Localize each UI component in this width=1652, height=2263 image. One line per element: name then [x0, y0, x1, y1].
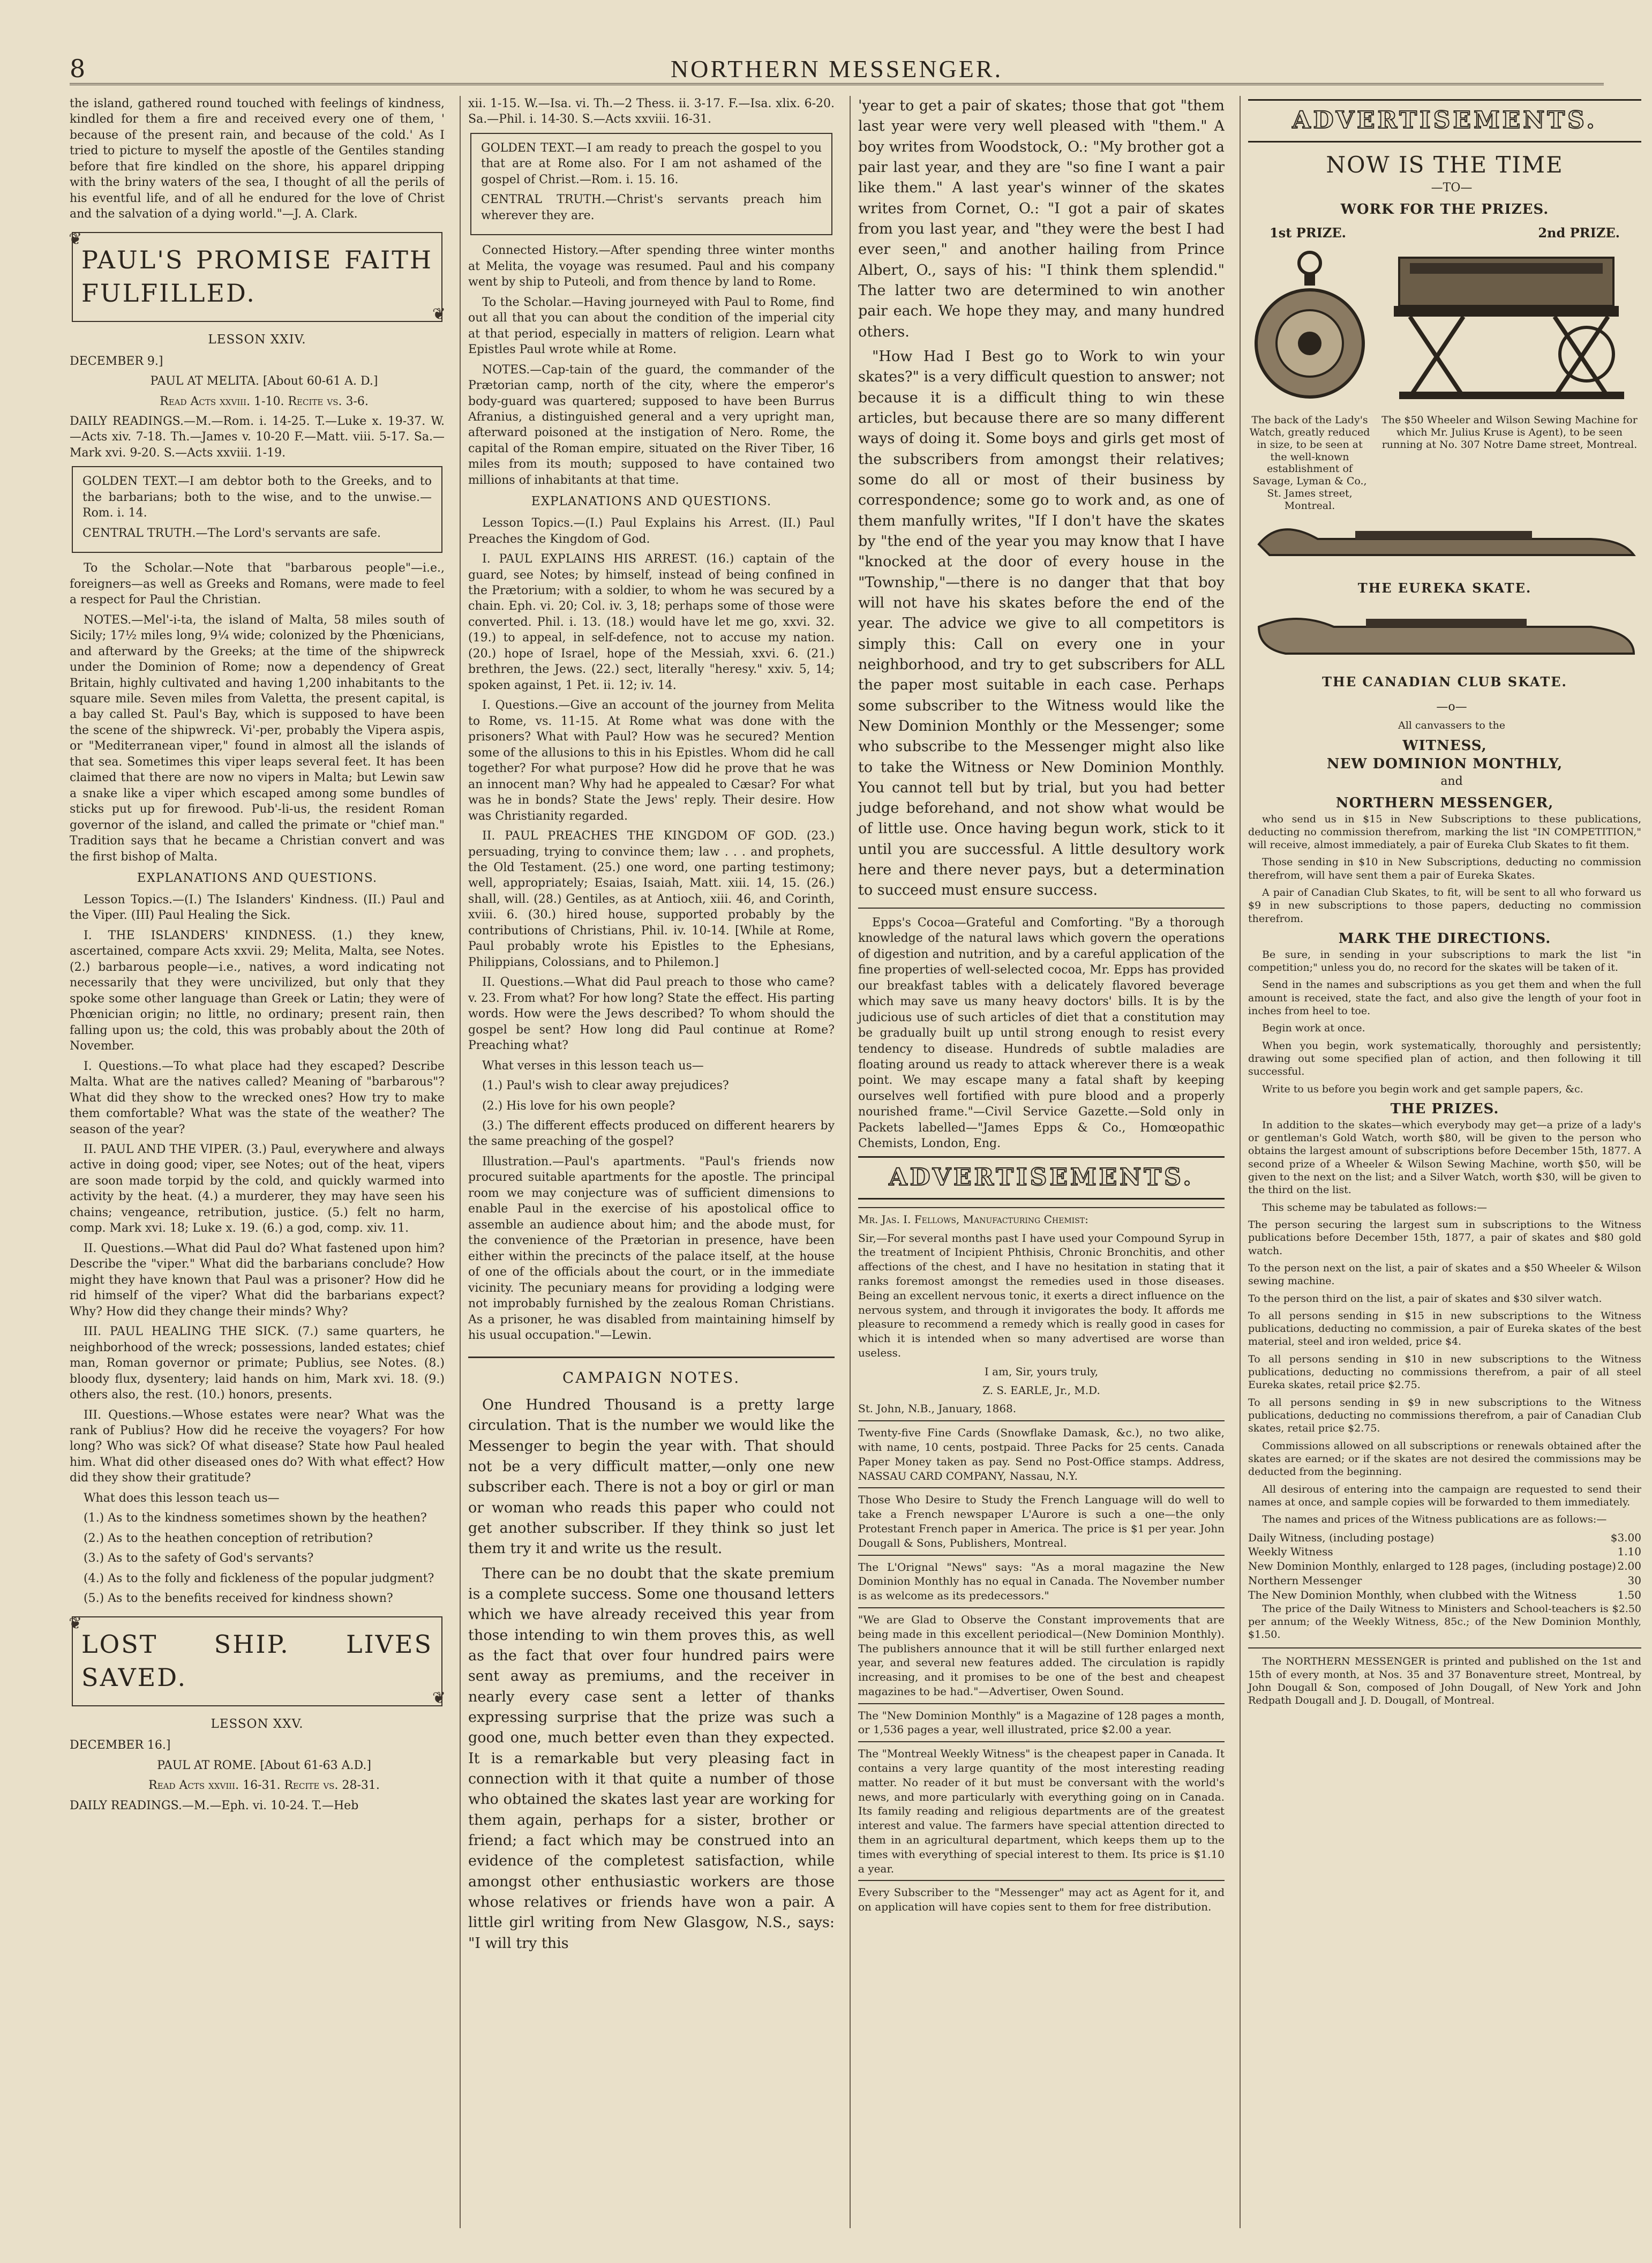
lesson-number: LESSON XXV.	[211, 1717, 304, 1731]
advertisements-banner: ADVERTISEMENTS.	[858, 1156, 1225, 1200]
and-line: and	[1440, 775, 1463, 789]
price-name: New Dominion Monthly, enlarged to 128 pages, (including postage)	[1248, 1560, 1616, 1573]
epps-cocoa-ad: Epps's Cocoa—Grateful and Comforting. "By a thorough knowledge of the natural laws which govern the operations of digestion and nutrition, and by a careful application of the fine properties of well-selected cocoa, Mr. Epps has provided our breakfast tables with a delicately flavored beverage which may save us many heavy doctors' bills. It is by the judicious use of such articles of diet that a constitution may be gradually built up until strong enough to resist every tendency to disease. Hundreds of subtle maladies are floating around us ready to attack wherever there is a weak point. We may escape many a fatal shaft by keeping ourselves well fortified with pure blood and a properly nourished frame."—Civil Service Gazette.—Sold only in Packets labelled—"James Epps & Co., Homœopathic Chemists, London, Eng.	[858, 916, 1225, 1151]
competition-1: who send us in $15 in New Subscriptions to these publications, deducting no commission therefrom, marking the list "IN COMPETITION," will receive, almost immediately, a pair of Eureka Club Skates to fit them.	[1248, 813, 1641, 851]
agent-ad	[858, 1880, 1225, 1914]
scheme-item: The names and prices of the Witness publications are as follows:—	[1262, 1513, 1607, 1526]
canadian-club-skate-label: THE CANADIAN CLUB SKATE.	[1322, 673, 1567, 690]
direction: Begin work at once.	[1262, 1022, 1365, 1035]
connected-history: Connected History.—After spending three winter months at Melita, the voyage was resumed. Paul and his company went by ship to Puteoli, and from thence by land to Rome.	[468, 244, 835, 289]
agent-ad-text: Every Subscriber to the "Messenger" may act as Agent for it, and on application will have copies sent to them for free distribution.	[858, 1886, 1225, 1914]
cards-ad-text: Twenty-five Fine Cards (Snowflake Damask, &c.), no two alike, with name, 10 cents, postpaid. Three Packs for 25 cents. Canada Paper Money taken as pay. Send no Post-Office stamps. Address, NASSAU CARD COMPANY, Nassau, N.Y.	[858, 1426, 1225, 1482]
watch-caption: The back of the Lady's Watch, greatly reduced in size, to be seen at the well-known establishment of Savage, Lyman & Co., St. James street, Montreal.	[1249, 414, 1370, 512]
central-truth: CENTRAL TRUTH.—Christ's servants preach him wherever they are.	[481, 193, 822, 222]
columns	[70, 96, 1641, 2228]
eureka-skate-icon	[1248, 512, 1641, 571]
section-2: II. PAUL AND THE VIPER. (3.) Paul, everywhere and always active in doing good; viper, see Notes; out of the heat, vipers are soon made torpid by the cold, and quickly warmed into activity by the heat. (4.) a murderer, they may have seen his chains; vengeance, retribution, justice. (5.) felt no harm, comp. Mark xvi. 18; Luke x. 19. (6.) a god, comp. xiv. 11.	[70, 1143, 445, 1235]
ndm-ad	[858, 1703, 1225, 1737]
campaign-para-2: There can be no doubt that the skate premium is a complete success. Some one thousand letters which we have already received this year from those intending to win them proves this, as well as the fact that over four hundred pairs were sent away as premiums, and the receiver in nearly every case sent a letter of thanks expressing surprise that the prize was such a good one, much better even than they expected. It is a remarkable but very pleasing fact in connection with it that quite a number of those who obtained the skates last year are working for them again, perhaps for a sister, brother or friend; a fact which may be construed into an evidence of the completest satisfaction, while amongst other enthusiastic workers are those whose relatives or friends have won a pair. A little girl writing from New Glasgow, N.S., says: "I will try this	[468, 1565, 835, 1952]
notes: NOTES.—Mel'-i-ta, the island of Malta, 58 miles south of Sicily; 17½ miles long, 9¼ wide; colonized by the Phœnicians, and afterward by the Greeks; at the time of the shipwreck under the Dominion of Rome; now a dependency of Great Britain, highly cultivated and having 1,200 inhabitants to the square mile. Seven miles from Valetta, the present capital, is a bay called St. Paul's Bay, which is supposed to have been the scene of the shipwreck. Vi'-per, probably the Vipera aspis, or "Mediterranean viper," found in almost all the islands of that sea. Sometimes this viper leaps several feet. It has been claimed that there are now no vipers in Malta; but Lewin saw a snake like a viper which escaped among some bundles of sticks put up for firewood. Pub'-li-us, the resident Roman governor of the island, and called the primate or "chief man." Tradition says that he became a Christian convert and was the first bishop of Malta.	[70, 613, 445, 864]
fellows-letter: Sir,—For several months past I have used your Compound Syrup in the treatment of Incipient Phthisis, Chronic Bronchitis, and other affections of the chest, and I have no hesitation in stating that it ranks foremost amongst the remedies used in those diseases. Being an excellent nervous tonic, it exerts a direct influence on the nervous system, and through it invigorates the body. It affords me pleasure to recommend a remedy which is really good in cases for which it is intended when so many advertised are worse than useless.	[858, 1231, 1225, 1359]
price-row	[1248, 1559, 1641, 1573]
orignal-ad	[858, 1555, 1225, 1603]
divider-o: —o—	[1436, 700, 1467, 714]
campaign-heading: CAMPAIGN NOTES.	[468, 1357, 835, 1388]
price-value: $3.00	[1610, 1531, 1641, 1544]
orignal-ad-text: The L'Orignal "News" says: "As a moral magazine the New Dominion Monthly has no equal in Canada. The November number is as welcome as its predecessors."	[858, 1560, 1225, 1602]
questions-3: III. Questions.—Whose estates were near? What was the rank of Publius? How did he receive the voyagers? For how long? Who was sick? Of what disease? State how Paul healed him. What did other diseased ones do? With what effect? How did they show their gratitude?	[70, 1408, 445, 1485]
fellows-sign: I am, Sir, yours truly,	[984, 1365, 1099, 1378]
daily-readings-cont: xii. 1-15. W.—Isa. vi. Th.—2 Thess. ii. 3-17. F.—Isa. xlix. 6-20. Sa.—Phil. i. 14-30. S.—Acts xxviii. 16-31.	[468, 97, 835, 126]
questions-1: I. Questions.—To what place had they escaped? Describe Malta. What are the natives called? Meaning of "barbarous"? What did they show to the wrecked ones? How try to make them comfortable? What was the state of the weather? The season of the year?	[70, 1059, 445, 1136]
column-2	[460, 96, 835, 2228]
first-prize-label: 1st PRIZE.	[1270, 224, 1347, 241]
section-2: II. PAUL PREACHES THE KINGDOM OF GOD. (23.) persuading, trying to convince them; law . . . and prophets, the Old Testament. (25.) one word, one parting testimony; well, appropriately; Esaias, Isaiah, Matt. xiii. 14, 15. (26.) shall, will. (28.) Gentiles, as at Antioch, xiii. 46, and Corinth, xviii. 6. (30.) hired house, supported probably by the contributions of Christians, Phil. iv. 10-14. [While at Rome, Paul probably wrote his Epistles to the Ephesians, Philippians, Colossians, and to Philemon.]	[468, 829, 835, 969]
price-name: The New Dominion Monthly, when clubbed with the Witness	[1248, 1588, 1577, 1601]
banner-title: ❦ PAUL'S PROMISE FAITH FULFILLED.	[81, 245, 433, 308]
glad-ad-text: "We are Glad to Observe the Constant improvements that are being made in this excellent periodical—(New Dominion Monthly). The publishers announce that it will be still further enlarged next year, and several new features added. The circulation is rapidly increasing, and it promises to be one of the best and cheapest magazines to be had."—Advertiser, Owen Sound.	[858, 1613, 1225, 1698]
teach-item: (2.) His love for his own people?	[482, 1099, 675, 1113]
ministers-price: The price of the Daily Witness to Ministers and School-teachers is $2.50 per annum; of the Weekly Witness, 85c.; of the New Dominion Monthly, $1.50.	[1248, 1602, 1641, 1641]
work-for-prizes: WORK FOR THE PRIZES.	[1340, 201, 1549, 218]
campaign-cont: 'year to get a pair of skates; those that got "them last year were very well pleased with "them." A boy writes from Woodstock, O.: "My brother got a pair last year, and they are "so fine I want a pair like them." A last year's winner of the skates writes from Cornet, O.: "I got a pair of skates from you last year, and "they were the best I had ever seen," and another hailing from Prince Albert, O., says of his: "I think them splendid." The latter two are determined to win another pair each. We hope they may, and many hundred others.	[858, 98, 1225, 340]
competition-2: Those sending in $10 in New Subscriptions, deducting no commission therefrom, will have sent them a pair of Eureka Skates.	[1248, 856, 1641, 881]
lesson-title: PAUL AT ROME. [About 61-63 A.D.]	[157, 1758, 371, 1772]
mark-directions-heading: MARK THE DIRECTIONS.	[1338, 931, 1551, 947]
glad-ad	[858, 1607, 1225, 1699]
scheme-item: To all persons sending in $10 in new subscriptions to the Witness publications, deducting no commissions therefrom, a pair of all steel Eureka skates, retail price $2.75.	[1248, 1353, 1641, 1391]
prize-labels	[1248, 224, 1641, 242]
golden-text: GOLDEN TEXT.—I am ready to preach the gospel to you that are at Rome also. For I am not ashamed of the gospel of Christ.—Rom. i. 15. 16.	[481, 141, 822, 186]
canvassers-line: All canvassers to the	[1398, 720, 1506, 732]
scheme-intro: This scheme may be tabulated as follows:—	[1262, 1201, 1487, 1213]
competition-3: A pair of Canadian Club Skates, to fit, will be sent to all who forward us $9 in new subscriptions to those papers, deducting no commission therefrom.	[1248, 887, 1641, 925]
golden-text-box	[470, 133, 832, 235]
eureka-skate-label: THE EUREKA SKATE.	[1357, 580, 1532, 596]
lesson-read: Read Acts xxviii. 16-31. Recite vs. 28-31.	[148, 1779, 380, 1793]
questions-2: II. Questions.—What did Paul preach to those who came? v. 23. From what? For how long? State the effect. His parting words. How were the Jews described? To whom should the gospel be sent? How long did Paul continue at Rome? Preaching what?	[468, 976, 835, 1053]
french-ad	[858, 1487, 1225, 1550]
price-value: 2.00	[1617, 1560, 1641, 1573]
masthead	[70, 32, 1604, 85]
scheme-item: The person securing the largest sum in subscriptions to the Witness publications before December 15th, 1877, a pair of skates and $80 gold watch.	[1248, 1218, 1641, 1257]
golden-text: GOLDEN TEXT.—I am debtor both to the Greeks, and to the barbarians; both to the wise, and to the unwise.—Rom. i. 14.	[82, 475, 432, 520]
explanations-heading: EXPLANATIONS AND QUESTIONS.	[531, 494, 772, 509]
price-name: Daily Witness, (including postage)	[1248, 1531, 1435, 1544]
divider	[858, 908, 1225, 909]
divider	[1248, 1647, 1641, 1648]
column-4	[1240, 96, 1641, 2228]
scheme-item: All desirous of entering into the campaign are requested to send their names at once, and sample copies will be forwarded to them immediately.	[1248, 1483, 1641, 1508]
teach-item: (5.) As to the benefits received for kindness shown?	[84, 1592, 393, 1606]
section-1: I. THE ISLANDERS' KINDNESS. (1.) they knew, ascertained, compare Acts xxvii. 29; Melita, Malta, see Notes. (2.) barbarous people—i.e., natives, a word indicating not necessarily that they were uncivilized, but only that they spoke some other language than Greek or Latin; they were of Phœnician origin; no little, no ordinary; present rain, then falling upon us; the cold, this was probably about the 20th of November.	[70, 928, 445, 1053]
banner-title: ❦ LOST SHIP. LIVES SAVED.	[81, 1630, 433, 1692]
column-3	[850, 96, 1225, 2228]
price-row	[1248, 1531, 1641, 1545]
scheme-item: To all persons sending in $9 in new subscriptions to the Witness publications, deducting no commissions therefrom, a pair of Canadian Club skates, retail price $2.75.	[1248, 1396, 1641, 1435]
price-list	[1248, 1531, 1641, 1602]
sewing-machine-figure	[1378, 247, 1641, 512]
teach-item: (3.) The different effects produced on different hearers by the same preaching of the gospel?	[468, 1119, 835, 1149]
teach-item: (2.) As to the heathen conception of retribution?	[84, 1531, 373, 1545]
teach-item: (1.) As to the kindness sometimes shown by the heathen?	[84, 1511, 427, 1525]
section-1: I. PAUL EXPLAINS HIS ARREST. (16.) captain of the guard, see Notes; by himself, instead of being confined in the Prætorium; with a soldier, to whom he was secured by a chain. Eph. vi. 20; Col. iv. 3, 18; perhaps some of those were converted. Phil. i. 13. (18.) would have let me go, xxvi. 32. (19.) to appeal, in self-defence, not to accuse my nation. (20.) hope of Israel, hope of the Messiah, xxvi. 6. (21.) brethren, the Jews. (22.) sect, literally "heresy." xxiv. 5, 14; spoken against, 1 Pet. ii. 12; iv. 14.	[468, 552, 835, 692]
now-is-the-time: NOW IS THE TIME	[1326, 151, 1564, 178]
lesson-topics: Lesson Topics.—(I.) Paul Explains his Arrest. (II.) Paul Preaches the Kingdom of God.	[468, 516, 835, 546]
lesson-date: DECEMBER 16.]	[70, 1739, 171, 1752]
teach-heading: What verses in this lesson teach us—	[482, 1059, 704, 1073]
column-1	[70, 96, 445, 2228]
imprint: The NORTHERN MESSENGER is printed and published on the 1st and 15th of every month, at Nos. 35 and 37 Bonaventure street, Montreal, by John Dougall & Son, composed of John Dougall, of New York and John Redpath Dougall and J. D. Dougall, of Montreal.	[1248, 1655, 1641, 1707]
golden-text-box	[72, 466, 442, 553]
lesson-topics: Lesson Topics.—(I.) The Islanders' Kindness. (II.) Paul and the Viper. (III) Paul Healing the Sick.	[70, 893, 445, 923]
section-3: III. PAUL HEALING THE SICK. (7.) same quarters, he neighborhood of the wreck; possessions, landed estates; chief man, Roman governor or primate; Publius, see Notes. (8.) bloody flux, dysentery; laid hands on him, Mark xvi. 18. (9.) others also, the rest. (10.) honors, presents.	[70, 1325, 445, 1402]
campaign-para-1: One Hundred Thousand is a pretty large circulation. That is the number we would like the Messenger to begin the year with. That should not be a very difficult matter,—only one new subscriber each. There is not a boy or girl or man or woman who reads this paper who could not get another subscriber. If they think so just let them try it and write us the result.	[468, 1397, 835, 1557]
prizes-heading: THE PRIZES.	[1390, 1100, 1499, 1117]
lesson-number: LESSON XXIV.	[208, 332, 306, 347]
direction: Send in the names and subscriptions as you get them and when the full amount is received, state the fact, and also give the length of your foot in inches from heel to toe.	[1248, 979, 1641, 1017]
ndm-line: NEW DOMINION MONTHLY,	[1326, 756, 1563, 773]
nm-line: NORTHERN MESSENGER,	[1335, 795, 1554, 811]
sewing-machine-icon	[1378, 247, 1635, 408]
mww-ad-text: The "Montreal Weekly Witness" is the cheapest paper in Canada. It contains a very large quantity of the most interesting reading matter. No reader of it but must be conversant with the world's news, and more particularly with everything going on in Canada. Its family reading and religious departments are of the greatest interest and value. The farmers have special attention directed to them in an agricultural department, which keeps them up to the times with everything of special interest to them. Its price is $1.10 a year.	[858, 1747, 1225, 1875]
fellows-heading: Mr. Jas. I. Fellows, Manufacturing Chemist:	[858, 1212, 1088, 1226]
french-ad-text: Those Who Desire to Study the French Language will do well to take a French newspaper L'Aurore is such a one—the only Protestant French paper in America. The price is $1 per year. John Dougall & Sons, Publishers, Montreal.	[858, 1493, 1225, 1549]
price-value: 30	[1627, 1573, 1641, 1587]
to-line: —TO—	[1431, 181, 1473, 195]
price-name: Northern Messenger	[1248, 1573, 1362, 1587]
watch-icon	[1248, 247, 1371, 408]
campaign-para-3: "How Had I Best go to Work to win your skates?" is a very difficult question to answer; not because it is a difficult thing to win these articles, but because there are so many different ways of doing it. Some boys and girls get most of the subscribers from amongst their relatives; some do all or most of their business by correspondence; some go to work and, as one of them manfully writes, "If I don't have the skates by "the end of the year you may know that I have "knocked at the door of every house in the "Township,"—there is no danger that that boy will not have his skates before the end of the year. The advice we give to all competitors is simply this: Call on every one in your neighborhood, and try to get subscribers for ALL the paper most suitable in each case. Perhaps some subscriber to the Witness would like the New Dominion Monthly or the Messenger; some who subscribe to the Messenger might also like to take the Witness or New Dominion Monthly. You cannot tell but by trial, but you had better judge beforehand, and not show what would be of little use. Once having begun work, stick to it until you are successful. A little desultory work here and there never pays, but a determination to succeed must ensure success.	[858, 348, 1225, 899]
teach-heading: What does this lesson teach us—	[84, 1491, 280, 1505]
teach-item: (1.) Paul's wish to clear away prejudices?	[482, 1079, 729, 1093]
ornate-banner-lost-ship	[72, 1616, 442, 1706]
scheme-item: To the person next on the list, a pair of skates and a $50 Wheeler & Wilson sewing machine.	[1248, 1262, 1641, 1287]
direction: Write to us before you begin work and get sample papers, &c.	[1262, 1083, 1583, 1095]
witness-line: WITNESS,	[1402, 737, 1487, 754]
prizes-text: In addition to the skates—which everybody may get—a prize of a lady's or gentleman's Gold Watch, worth $80, will be given to the person who obtains the largest amount of subscriptions before December 15th, 1877. A second prize of a Wheeler & Wilson Sewing Machine, worth $50, will be given to the next on the list; and a Silver Watch, worth $30, will be given to the third on the list.	[1248, 1119, 1641, 1196]
scheme-item: Commissions allowed on all subscriptions or renewals obtained after the skates are earned; or if the skates are not desired the commissions may be deducted from the beginning.	[1248, 1440, 1641, 1478]
second-prize-label: 2nd PRIZE.	[1538, 224, 1620, 241]
explanations-heading: EXPLANATIONS AND QUESTIONS.	[137, 871, 378, 886]
notes: NOTES.—Cap-tain of the guard, the commander of the Prætorian camp, north of the city, where the emperor's body-guard was quartered; supposed to have been Burrus Afranius, a distinguished general and a very upright man, afterward poisoned at the instigation of Nero. Rome, the capital of the Roman empire, situated on the River Tiber, 16 miles from its mouth; supposed to have contained two millions of inhabitants at that time.	[468, 363, 835, 487]
questions-1: I. Questions.—Give an account of the journey from Melita to Rome, vs. 11-15. At Rome what was done with the prisoners? What with Paul? How was he secured? Mention some of the allusions to this in his Epistles. Whom did he call together? For what purpose? How did he prove that he was an innocent man? Why had he appealed to Cæsar? For what was he in bonds? State the Jews' reply. Their desire. How was Christianity regarded.	[468, 699, 835, 823]
price-row	[1248, 1545, 1641, 1559]
price-name: Weekly Witness	[1248, 1545, 1333, 1558]
page-number: 8	[70, 54, 86, 83]
price-value: 1.10	[1617, 1545, 1641, 1558]
to-scholar: To the Scholar.—Having journeyed with Paul to Rome, find out all that you can about the condition of the imperial city at that period, especially in matters of religion. Learn what Epistles Paul wrote while at Rome.	[468, 295, 835, 357]
sewing-machine-caption: The $50 Wheeler and Wilson Sewing Machine for which Mr. Julius Kruse is Agent), to be seen running at No. 307 Notre Dame street, Montreal.	[1381, 414, 1638, 451]
mww-ad	[858, 1741, 1225, 1876]
scheme-item: To the person third on the list, a pair of skates and $30 silver watch.	[1248, 1292, 1602, 1305]
canadian-club-skate-icon	[1248, 605, 1641, 664]
lesson-title: PAUL AT MELITA. [About 60-61 A. D.]	[150, 374, 378, 388]
scheme-item: To all persons sending in $15 in new subscriptions to the Witness publications, deducting no commission, a pair of Eureka skates of the best material, steel and iron welded, price $4.	[1248, 1309, 1641, 1348]
daily-readings: DAILY READINGS.—M.—Rom. i. 14-25. T.—Luke x. 19-37. W.—Acts xiv. 7-18. Th.—James v. 10-20 F.—Matt. viii. 5-17. Sa.—Mark xvi. 9-20. S.—Acts xxviii. 1-19.	[70, 414, 445, 460]
watch-figure	[1248, 247, 1371, 512]
ndm-ad-text: The "New Dominion Monthly" is a Magazine of 128 pages a month, or 1,536 pages a year, well illustrated, price $2.00 a year.	[858, 1709, 1225, 1736]
lesson-date: DECEMBER 9.]	[70, 354, 163, 368]
intro-text: the island, gathered round touched with feelings of kindness, kindled for them a fire and received every one of them, ' because of the present rain, and because of the cold.' As I tried to picture to myself the apostle of the Gentiles standing before that fire kindled on the shore, his apparel dripping with the briny waters of the sea, I thought of all the perils of his eventful life, and of all he endured for the love of Christ and the salvation of a dying world."—J. A. Clark.	[70, 97, 445, 221]
daily-readings: DAILY READINGS.—M.—Eph. vi. 10-24. T.—Heb	[70, 1799, 359, 1812]
price-row	[1248, 1573, 1641, 1588]
direction: When you begin, work systematically, thoroughly and persistently; drawing out some specified plan of action, and then following it till successful.	[1248, 1039, 1641, 1078]
cards-ad	[858, 1420, 1225, 1483]
direction: Be sure, in sending in your subscriptions to mark the list "in competition;" unless you do, no record for the skates will be taken of it.	[1248, 948, 1641, 974]
to-scholar: To the Scholar.—Note that "barbarous people"—i.e., foreigners—as well as Greeks and Romans, were made to feel a respect for Paul the Christian.	[70, 561, 445, 607]
price-row	[1248, 1588, 1641, 1602]
central-truth: CENTRAL TRUTH.—The Lord's servants are safe.	[82, 526, 381, 540]
price-value: 1.50	[1617, 1588, 1641, 1601]
fellows-sign: Z. S. EARLE, Jr., M.D.	[982, 1383, 1100, 1397]
fellows-ad	[858, 1207, 1225, 1416]
teach-item: (3.) As to the safety of God's servants?	[84, 1552, 314, 1565]
ornate-banner-paul	[72, 232, 442, 322]
lesson-read: Read Acts xxviii. 1-10. Recite vs. 3-6.	[160, 394, 369, 408]
prize-illustrations	[1248, 247, 1641, 512]
paper-title: NORTHERN MESSENGER.	[670, 55, 1003, 83]
illustration: Illustration.—Paul's apartments. "Paul's friends now procured suitable apartments for the apostle. The principal room we may conjecture was of sufficient dimensions to enable Paul in the exercise of his apostolical office to assemble an audience about him; and the abode must, for the convenience of the Prætorian in presence, have been either within the precincts of the palace itself, at the house of one of the officials about the court, or in the immediate vicinity. The pecuniary means for providing a lodging were not improbably furnished by the zealous Roman Christians. As a prisoner, he was disabled from maintaining himself by his usual occupation."—Lewin.	[468, 1155, 835, 1343]
fellows-sign: St. John, N.B., January, 1868.	[858, 1402, 1017, 1415]
teach-item: (4.) As to the folly and fickleness of the popular judgment?	[84, 1571, 434, 1585]
advertisements-banner: ADVERTISEMENTS.	[1248, 99, 1641, 143]
questions-2: II. Questions.—What did Paul do? What fastened upon him? Describe the "viper." What did the barbarians conclude? How might they have known that Paul was a prisoner? How did he rid himself of the viper? What did the barbarians expect? Why? How did they change their minds? Why?	[70, 1241, 445, 1318]
